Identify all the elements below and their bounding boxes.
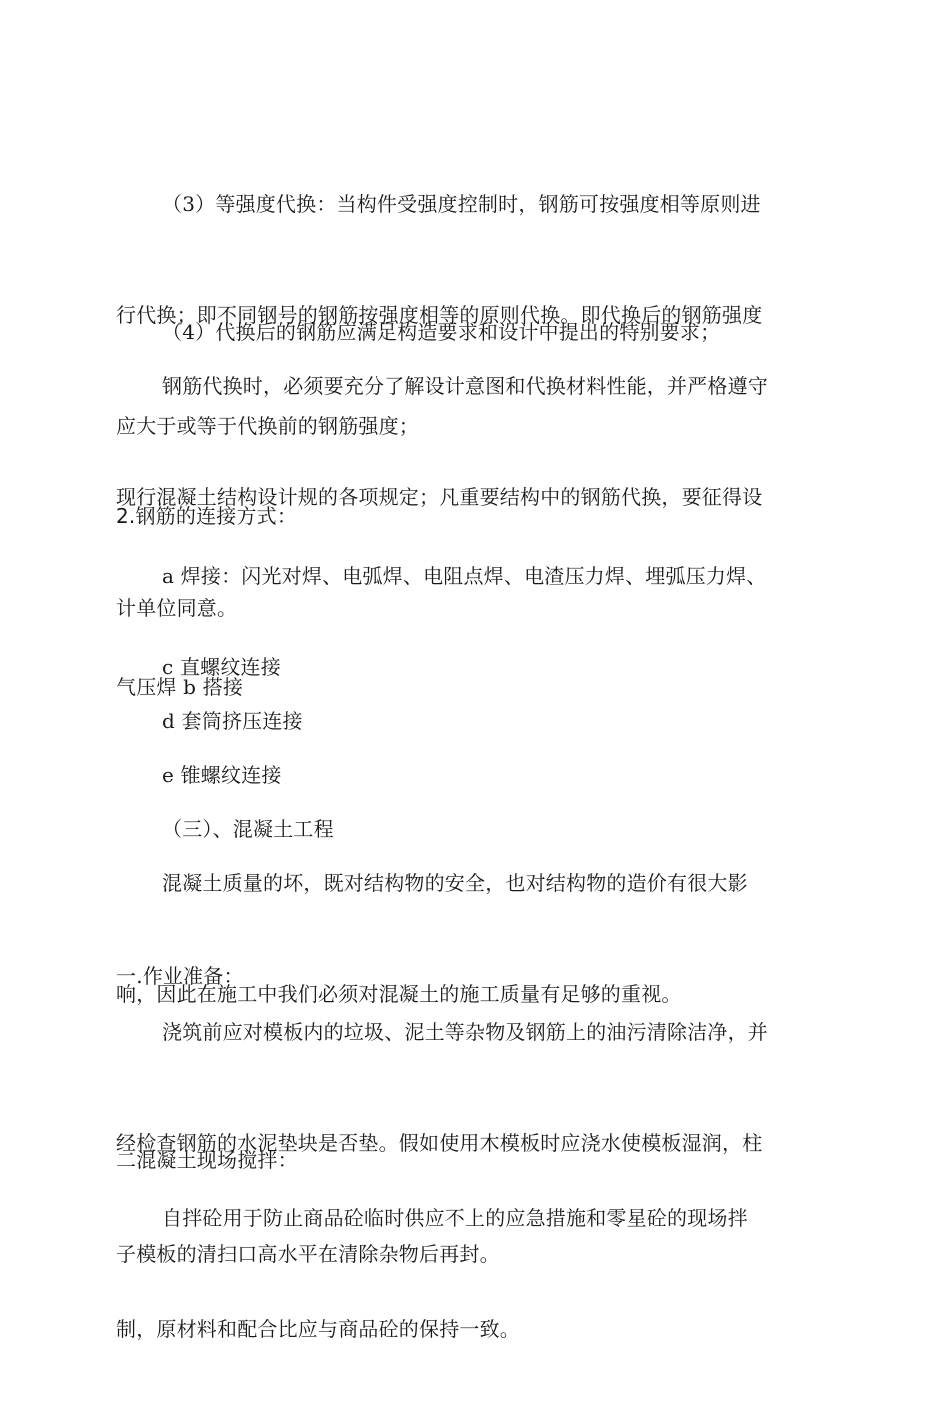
text-line: e 锥螺纹连接 xyxy=(162,763,282,787)
heading-text: 一.作业准备： xyxy=(116,964,244,988)
text-line: （3）等强度代换：当构件受强度控制时，钢筋可按强度相等原则进 xyxy=(162,192,761,216)
text-line: 现行混凝土结构设计规的各项规定；凡重要结构中的钢筋代换，要征得设 xyxy=(116,485,763,509)
text-line: d 套筒挤压连接 xyxy=(162,709,303,733)
text-line: 子模板的清扫口高水平在清除杂物后再封。 xyxy=(116,1242,500,1266)
heading-text: （三）、混凝土工程 xyxy=(162,817,334,841)
text-line: 行代换；即不同钢号的钢筋按强度相等的原则代换。即代换后的钢筋强度 xyxy=(116,303,763,327)
text-line: 混凝土质量的坏，既对结构物的安全，也对结构物的造价有很大影 xyxy=(162,871,748,895)
text-line: 经检查钢筋的水泥垫块是否垫。假如使用木模板时应浇水使模板湿润，柱 xyxy=(116,1131,763,1155)
heading-text: 2.钢筋的连接方式： xyxy=(116,504,298,528)
text-line: （4）代换后的钢筋应满足构造要求和设计中提出的特别要求； xyxy=(162,320,721,344)
paragraph-mixing xyxy=(116,1126,832,1422)
text-line: c 直螺纹连接 xyxy=(162,655,281,679)
text-line: 响，因此在施工中我们必须对混凝土的施工质量有足够的重视。 xyxy=(116,982,682,1006)
text-line: 应大于或等于代换前的钢筋强度； xyxy=(116,414,419,438)
text-line: 气压焊 b 搭接 xyxy=(116,675,244,699)
text-line: 浇筑前应对模板内的垃圾、泥土等杂物及钢筋上的油污清除洁净，并 xyxy=(162,1020,768,1044)
text-line: 钢筋代换时，必须要充分了解设计意图和代换材料性能，并严格遵守 xyxy=(162,374,768,398)
text-line: 自拌砼用于防止商品砼临时供应不上的应急措施和零星砼的现场拌 xyxy=(162,1206,748,1230)
text-line: 计单位同意。 xyxy=(116,596,238,620)
text-line: 制，原材料和配合比应与商品砼的保持一致。 xyxy=(116,1317,520,1341)
heading-text: 二混凝土现场搅拌： xyxy=(116,1148,298,1172)
text-line: a 焊接：闪光对焊、电弧焊、电阻点焊、电渣压力焊、埋弧压力焊、 xyxy=(162,564,767,588)
